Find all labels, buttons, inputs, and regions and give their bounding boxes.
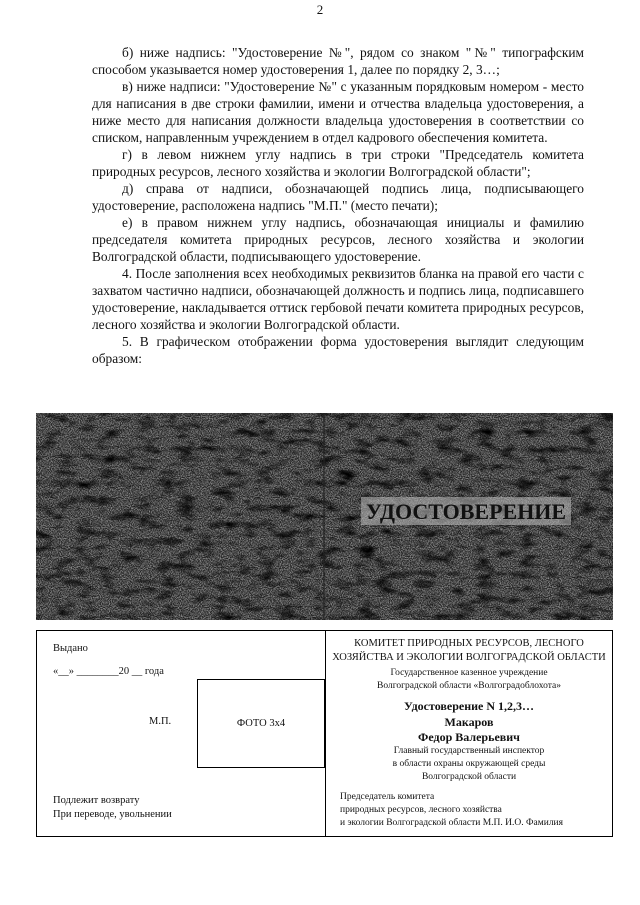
position-line3: Волгоградской области: [421, 772, 517, 782]
institution-line2: Волгоградской области «Волгоградоблохота»: [377, 681, 561, 691]
org-name-line1: КОМИТЕТ ПРИРОДНЫХ РЕСУРСОВ, ЛЕСНОГО: [354, 638, 584, 649]
paragraph-5: 5. В графическом отображении форма удостоверения выглядит следующим образом:: [92, 334, 584, 366]
cover-title: УДОСТОВЕРЕНИЕ: [365, 499, 567, 524]
return-note-line2: При переводе, увольнении: [53, 809, 172, 820]
chairman-line2: природных ресурсов, лесного хозяйства: [340, 805, 502, 815]
stamp-label: М.П.: [149, 716, 172, 727]
certificate-cover-image: [36, 413, 613, 620]
certificate-form: [36, 630, 613, 837]
holder-surname: Макаров: [444, 715, 494, 729]
position-line1: Главный государственный инспектор: [393, 746, 545, 756]
return-note-line1: Подлежит возврату: [53, 795, 140, 806]
page-number: 2: [316, 2, 324, 17]
holder-name: Федор Валерьевич: [418, 730, 520, 744]
paragraph-v: в) ниже надписи: "Удостоверение №" с указанным порядковым номером - место для написания в две строки фамилии, имени и отчества владельца удостоверения, а ниже место для написания должности владельца удостоверения в соответствии со списком, направленным учреждением в отдел кадрового обеспечения комитета.: [92, 79, 584, 145]
chairman-line3: и экологии Волгоградской области М.П. И.О. Фамилия: [340, 818, 564, 828]
position-line2: в области охраны окружающей среды: [392, 759, 546, 769]
paragraph-g: г) в левом нижнем углу надпись в три строки "Председатель комитета природных ресурсов, лесного хозяйства и экологии Волгоградской области";: [92, 147, 584, 179]
document-body: [92, 44, 584, 367]
certificate-number: Удостоверение N 1,2,3…: [403, 699, 535, 713]
paragraph-e: е) в правом нижнем углу надпись, обозначающая инициалы и фамилию председателя комитета природных ресурсов, лесного хозяйства и экологии Волгоградской области, подписывающего удостоверение.: [92, 215, 584, 264]
paragraph-b: б) ниже надпись: "Удостоверение №", рядом со знаком "№" типографским способом указывается номер удостоверения 1, далее по порядку 2, 3…;: [92, 45, 584, 77]
paragraph-d: д) справа от надписи, обозначающей подпись лица, подписывающего удостоверение, расположена надпись "М.П." (место печати);: [92, 181, 584, 213]
issue-date-line: «__» ________20 __ года: [53, 666, 164, 677]
photo-label: ФОТО 3х4: [236, 718, 286, 729]
institution-line1: Государственное казенное учреждение: [390, 668, 548, 678]
issued-label: Выдано: [53, 643, 88, 654]
photo-placeholder: [197, 679, 325, 768]
paragraph-4: 4. После заполнения всех необходимых реквизитов бланка на правой его части с захватом частично надписи, обозначающей должность и подпись лица, подписавшего удостоверение, накладывается оттиск гербовой печати комитета природных ресурсов, лесного хозяйства и экологии Волгоградской области.: [92, 266, 584, 332]
org-name-line2: ХОЗЯЙСТВА И ЭКОЛОГИИ ВОЛГОГРАДСКОЙ ОБЛАСТИ: [332, 652, 606, 663]
chairman-line1: Председатель комитета: [340, 792, 435, 802]
